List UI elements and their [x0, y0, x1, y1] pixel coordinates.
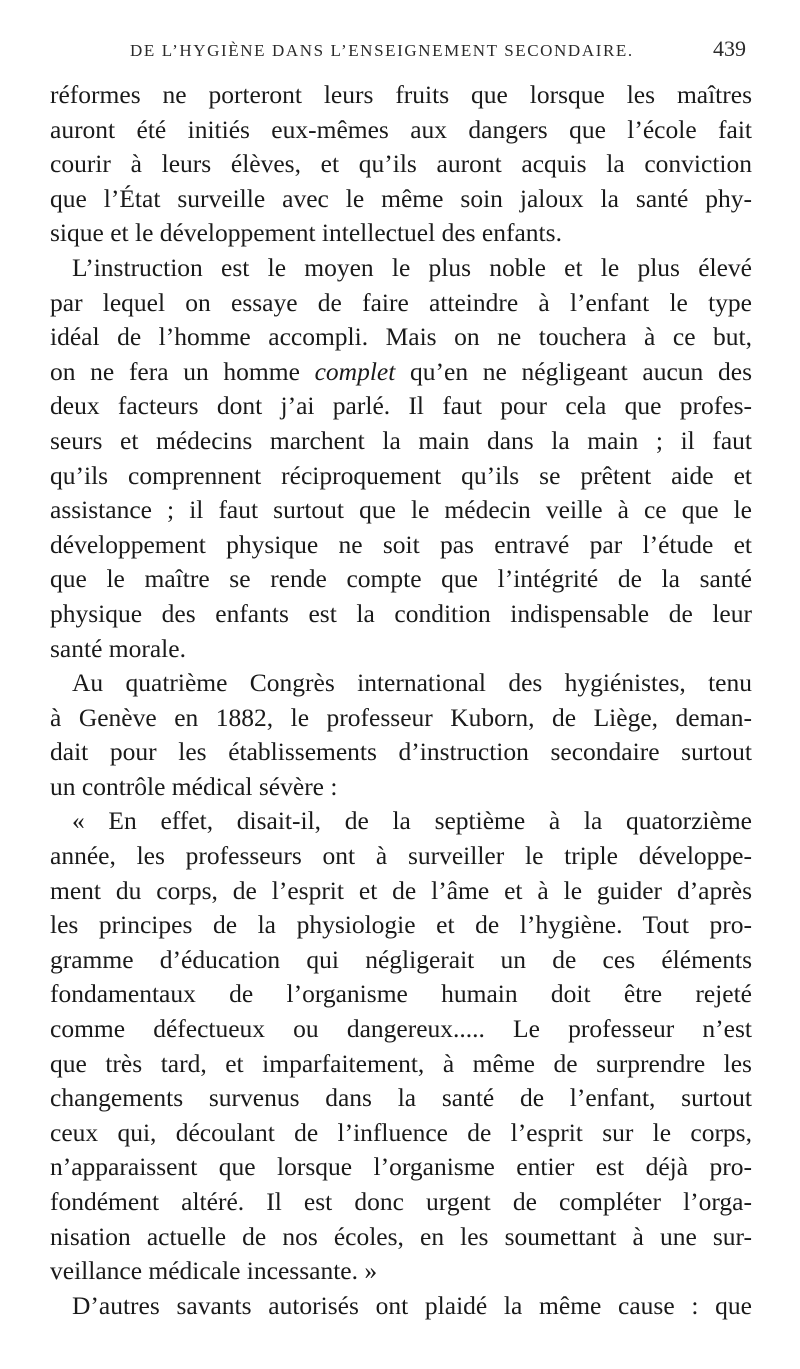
text-line: fondamentaux de l’organisme humain doit être rejeté: [50, 979, 752, 1009]
text-line: ment du corps, de l’esprit et de l’âme et à le guider d’après: [50, 875, 752, 905]
paragraph-2: [50, 251, 752, 666]
text-line: qu’ils comprennent réciproquement qu’ils se prêtent aide et: [50, 460, 752, 490]
text-line: comme défectueux ou dangereux..... Le professeur n’est: [50, 1014, 752, 1044]
text-line: seurs et médecins marchent la main dans la main ; il faut: [50, 425, 752, 455]
text-line: développement physique ne soit pas entravé par l’étude et: [50, 529, 752, 559]
running-head: [50, 36, 752, 78]
text-line: sique et le développement intellectuel des enfants.: [50, 218, 562, 248]
line-after-italic: qu’en ne négligeant aucun des: [395, 356, 752, 386]
text-line: un contrôle médical sévère :: [50, 771, 338, 801]
text-line: gramme d’éducation qui négligerait un de ces éléments: [50, 944, 752, 974]
text-line-with-italic: [50, 355, 752, 390]
text-line: D’autres savants autorisés ont plaidé la même cause : que: [72, 1290, 752, 1320]
text-line: changements survenus dans la santé de l’enfant, surtout: [50, 1083, 752, 1113]
text-line: L’instruction est le moyen le plus noble et le plus élevé: [72, 252, 752, 282]
text-line: auront été initiés eux-mêmes aux dangers que l’école fait: [50, 114, 752, 144]
text-line: n’apparaissent que lorsque l’organisme entier est déjà pro-: [50, 1152, 752, 1182]
text-line: que l’État surveille avec le même soin jaloux la santé phy-: [50, 183, 752, 213]
paragraph-3: [50, 666, 752, 804]
paragraph-5: [50, 1289, 752, 1324]
text-line: santé morale.: [50, 633, 186, 663]
text-line: année, les professeurs ont à surveiller le triple développe-: [50, 841, 752, 871]
text-line: nisation actuelle de nos écoles, en les soumettant à une sur-: [50, 1221, 752, 1251]
line-before-italic: on ne fera un homme: [50, 356, 315, 386]
text-line: assistance ; il faut surtout que le médecin veille à ce que le: [50, 495, 752, 525]
paragraph-1: [50, 78, 752, 251]
text-line: ceux qui, découlant de l’influence de l’esprit sur le corps,: [50, 1117, 752, 1147]
text-line: « En effet, disait-il, de la septième à la quatorzième: [72, 806, 752, 836]
text-line: physique des enfants est la condition indispensable de leur: [50, 598, 752, 628]
text-line: fondément altéré. Il est donc urgent de compléter l’orga-: [50, 1187, 752, 1216]
text-line: idéal de l’homme accompli. Mais on ne touchera à ce but,: [50, 322, 752, 352]
text-line: courir à leurs élèves, et qu’ils auront acquis la conviction: [50, 149, 752, 179]
text-line: par lequel on essaye de faire atteindre à l’enfant le type: [50, 287, 752, 317]
text-line: veillance médicale incessante. »: [50, 1256, 378, 1286]
running-title: DE L’HYGIÈNE DANS L’ENSEIGNEMENT SECONDAIRE.: [130, 41, 634, 60]
text-line: deux facteurs dont j’ai parlé. Il faut pour cela que profes-: [50, 391, 752, 421]
text-line: dait pour les établissements d’instruction secondaire surtout: [50, 737, 752, 767]
text-line: que très tard, et imparfaitement, à même de surprendre les: [50, 1048, 752, 1078]
text-line: les principes de la physiologie et de l’hygiène. Tout pro-: [50, 910, 752, 940]
italic-word: complet: [314, 356, 396, 386]
page-number: 439: [713, 36, 746, 61]
text-line: réformes ne porteront leurs fruits que lorsque les maîtres: [50, 80, 752, 109]
quotation-paragraph: [50, 804, 752, 1288]
text-line: que le maître se rende compte que l’intégrité de la santé: [50, 564, 752, 594]
text-line: à Genève en 1882, le professeur Kuborn, de Liège, deman-: [50, 702, 752, 732]
text-line: Au quatrième Congrès international des hygiénistes, tenu: [72, 668, 752, 698]
